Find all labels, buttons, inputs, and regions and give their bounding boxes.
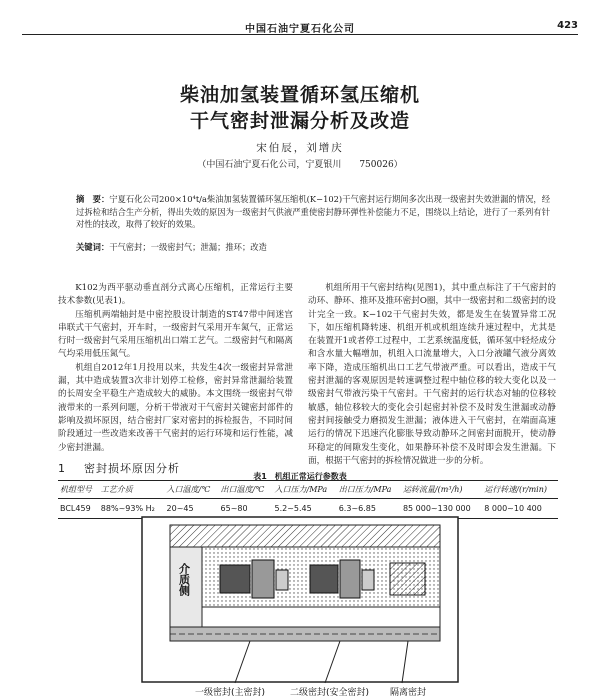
table-cell: 85 000~130 000: [401, 499, 482, 519]
secondary-stationary-ring: [340, 560, 360, 598]
header-rule: [22, 34, 578, 35]
running-header: [22, 20, 578, 34]
column-header: 出口压力/MPa: [337, 481, 401, 499]
label-isolation-seal: 隔离密封: [390, 688, 427, 698]
column-header: 运行转速/(r/min): [482, 481, 558, 499]
paper-title-line2: 干气密封泄漏分析及改造: [189, 110, 410, 132]
table-header-row: [58, 481, 558, 499]
column-header: 机组型号: [58, 481, 99, 499]
table-cell: 8 000~10 400: [482, 499, 558, 519]
label-primary-seal: 一级密封(主密封): [195, 688, 266, 698]
secondary-push-ring: [362, 570, 374, 590]
seal-diagram: [140, 515, 460, 700]
table-cell: 88%~93% H₂: [99, 499, 165, 519]
column-header: 入口压力/MPa: [273, 481, 337, 499]
page-number: 423: [557, 20, 578, 31]
keywords-text: 干气密封；一级密封气；泄漏；推环；改造: [109, 242, 267, 252]
shaft-sleeve: [202, 607, 440, 627]
section-number: 1: [58, 462, 66, 475]
table-cell: 65~80: [219, 499, 273, 519]
column-header: 运转流量/(m³/h): [401, 481, 482, 499]
table-cell: 20~45: [165, 499, 219, 519]
table-cell: 6.3~6.85: [337, 499, 401, 519]
paragraph: K102为西平驱动垂直剖分式离心压缩机，正常运行主要技术参数(见表1)。: [58, 283, 293, 307]
table-cell: 5.2~5.45: [273, 499, 337, 519]
section-title: 密封损坏原因分析: [84, 462, 180, 475]
left-column: [58, 282, 293, 455]
primary-rotating-ring: [220, 565, 250, 593]
column-header: 工艺介质: [99, 481, 165, 499]
table-caption: 表1 机组正常运行参数表: [253, 472, 347, 481]
paper-title-line1: 柴油加氢装置循环氢压缩机: [179, 84, 420, 106]
primary-stationary-ring: [252, 560, 274, 598]
label-secondary-seal: 二级密封(安全密封): [290, 688, 370, 698]
column-header: 入口温度/℃: [165, 481, 219, 499]
housing-top: [170, 525, 440, 547]
journal-name: 中国石油宁夏石化公司: [245, 24, 355, 35]
right-column: [308, 282, 556, 468]
paragraph: 压缩机两端轴封是中密控股设计制造的ST47带中间迷宫串联式干气密封，开车时，一级密封气采用开车氮气，正常运行时一级密封气采用压缩机出口端工艺气。二级密封气和隔离气均采用低压氮气。: [58, 309, 293, 360]
keywords: [76, 241, 550, 253]
paragraph: 机组所用干气密封结构(见图1)，其中重点标注了干气密封的动环、静环、推环及推环密封O圈，其中一级密封和二级密封的设计完全一致。K−102干气密封失效，都是发生在装置异常工况下，如压缩机降转速、机组开机或机组连续升速过程中，尤其是在装置开1或者停工过程中，工艺系统温度低，循环氢中轻烃成分和含水量大幅增加，机组入口流量增大，入口分液罐气液分离效率下降，造成压缩机出口工艺气带液严重。可以看出，造成干气密封泄漏的客观原因是转速调整过程中轴位移的较大变化以及一级密封气带液污染干气密封。干气密封的运行状态对轴的位移较敏感，轴位移较大的变化会引起密封补偿不及时发生泄漏或动静密封间接触受力磨损发生泄漏；液体进入干气密封，在端面高速运行的情况下迅速汽化膨胀导致动静环之间密封面脱开，使动静环稳定的间隙发生变化，如果静环补偿不及时即会发生泄漏。下面，根据干气密封的拆检情况做进一步的分析。: [308, 283, 556, 466]
isolation-seal: [390, 563, 425, 595]
keywords-label: 关键词：: [76, 242, 110, 252]
parameters-table: [58, 480, 558, 519]
table-cell: BCL459: [58, 499, 99, 519]
column-header: 出口温度/℃: [219, 481, 273, 499]
primary-push-ring: [276, 570, 288, 590]
abstract-label: 摘 要：: [76, 194, 110, 204]
seal-structure-figure: [140, 515, 460, 700]
paragraph: 机组自2012年1月投用以来，共发生4次一级密封异常泄漏，其中造成装置3次非计划停工检修，密封异常泄漏给装置的长周安全平稳生产造成较大的威胁。本文围绕一级密封气带液带来的一系列问题，分析干带液对干气密封关键密封部件的影响及损坏原因，结合密封厂家对密封的拆检报告，不同时间阶段通过一些改造来改善干气密封的运行环境和运行性能，减少密封泄漏。: [58, 362, 293, 453]
authors: 宋伯辰，刘增庆: [256, 142, 344, 154]
secondary-rotating-ring: [310, 565, 338, 593]
affiliation: （中国石油宁夏石化公司，宁夏银川 750026）: [197, 160, 403, 170]
abstract: [76, 193, 550, 231]
medium-side-label: 介质侧: [177, 563, 191, 596]
abstract-text: 宁夏石化公司200×10⁴t/a柴油加氢装置循环氢压缩机(K−102)干气密封运行期间多次出现一级密封失效泄漏的情况，经过拆检和结合生产分析，得出失效的原因为一级密封气供液严重使密封静环弹性补偿能力不足，围绕以上结论，进行了一系列有针对性的技改，取得了较好的效果。: [76, 194, 550, 229]
